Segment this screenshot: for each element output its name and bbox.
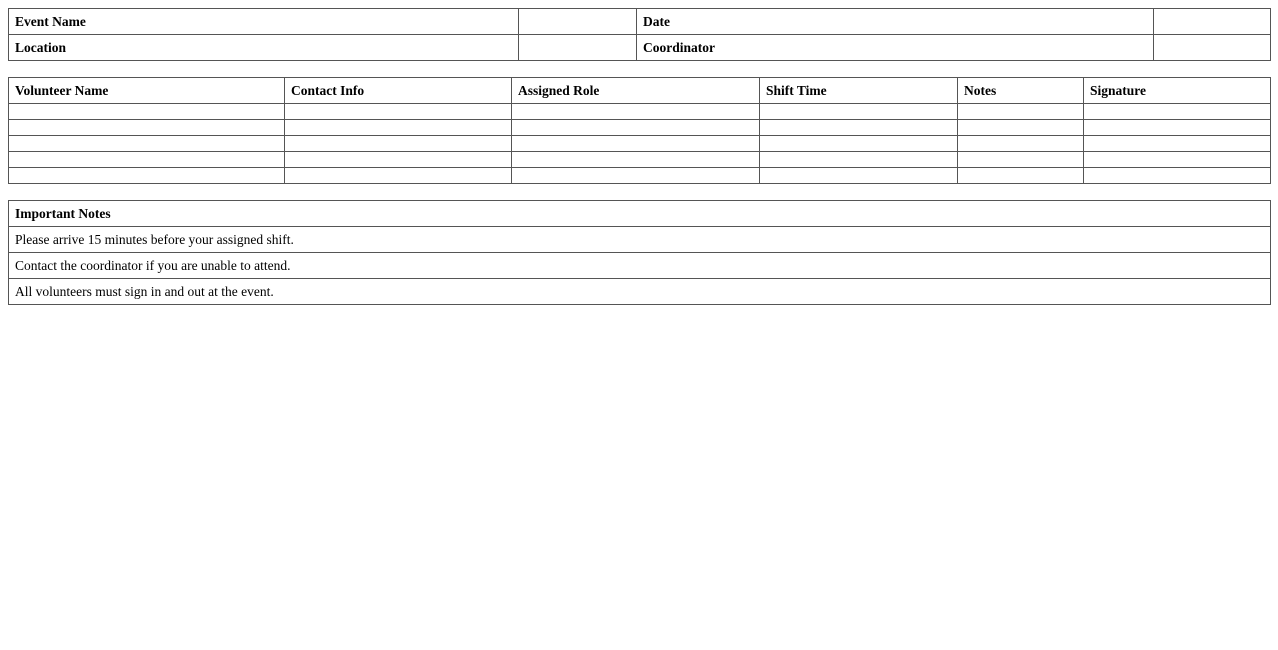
table-row [9, 35, 1271, 61]
cell-volunteer-name[interactable] [9, 104, 285, 120]
cell-notes[interactable] [958, 104, 1084, 120]
cell-shift-time[interactable] [760, 168, 958, 184]
cell-volunteer-name[interactable] [9, 120, 285, 136]
table-row [9, 253, 1271, 279]
cell-volunteer-name[interactable] [9, 168, 285, 184]
coordinator-label: Coordinator [637, 35, 1154, 61]
cell-contact-info[interactable] [285, 120, 512, 136]
location-label: Location [9, 35, 519, 61]
cell-signature[interactable] [1084, 120, 1271, 136]
cell-notes[interactable] [958, 152, 1084, 168]
cell-signature[interactable] [1084, 168, 1271, 184]
table-row [9, 9, 1271, 35]
cell-signature[interactable] [1084, 136, 1271, 152]
cell-assigned-role[interactable] [512, 104, 760, 120]
cell-volunteer-name[interactable] [9, 136, 285, 152]
cell-notes[interactable] [958, 120, 1084, 136]
table-row [9, 168, 1271, 184]
section-spacer [8, 184, 1270, 200]
note-item: All volunteers must sign in and out at the event. [9, 279, 1271, 305]
cell-assigned-role[interactable] [512, 120, 760, 136]
cell-shift-time[interactable] [760, 120, 958, 136]
date-value[interactable] [1154, 9, 1271, 35]
event-name-label: Event Name [9, 9, 519, 35]
cell-notes[interactable] [958, 136, 1084, 152]
event-name-value[interactable] [519, 9, 637, 35]
cell-assigned-role[interactable] [512, 136, 760, 152]
important-notes-title: Important Notes [9, 201, 1271, 227]
cell-notes[interactable] [958, 168, 1084, 184]
cell-signature[interactable] [1084, 152, 1271, 168]
coordinator-value[interactable] [1154, 35, 1271, 61]
cell-shift-time[interactable] [760, 136, 958, 152]
cell-contact-info[interactable] [285, 104, 512, 120]
section-spacer [8, 61, 1270, 77]
column-header-assigned-role: Assigned Role [512, 78, 760, 104]
table-row [9, 152, 1271, 168]
table-row [9, 136, 1271, 152]
location-value[interactable] [519, 35, 637, 61]
table-header-row [9, 201, 1271, 227]
cell-volunteer-name[interactable] [9, 152, 285, 168]
cell-contact-info[interactable] [285, 168, 512, 184]
cell-assigned-role[interactable] [512, 168, 760, 184]
column-header-contact-info: Contact Info [285, 78, 512, 104]
cell-shift-time[interactable] [760, 104, 958, 120]
cell-signature[interactable] [1084, 104, 1271, 120]
table-row [9, 120, 1271, 136]
column-header-signature: Signature [1084, 78, 1271, 104]
document-page [0, 0, 1278, 305]
column-header-notes: Notes [958, 78, 1084, 104]
table-row [9, 104, 1271, 120]
event-info-table [8, 8, 1271, 61]
table-row [9, 279, 1271, 305]
date-label: Date [637, 9, 1154, 35]
note-item: Contact the coordinator if you are unable to attend. [9, 253, 1271, 279]
volunteer-roster-table [8, 77, 1271, 184]
cell-assigned-role[interactable] [512, 152, 760, 168]
column-header-shift-time: Shift Time [760, 78, 958, 104]
table-row [9, 227, 1271, 253]
note-item: Please arrive 15 minutes before your assigned shift. [9, 227, 1271, 253]
cell-contact-info[interactable] [285, 152, 512, 168]
cell-shift-time[interactable] [760, 152, 958, 168]
important-notes-table [8, 200, 1271, 305]
table-header-row [9, 78, 1271, 104]
column-header-volunteer-name: Volunteer Name [9, 78, 285, 104]
cell-contact-info[interactable] [285, 136, 512, 152]
